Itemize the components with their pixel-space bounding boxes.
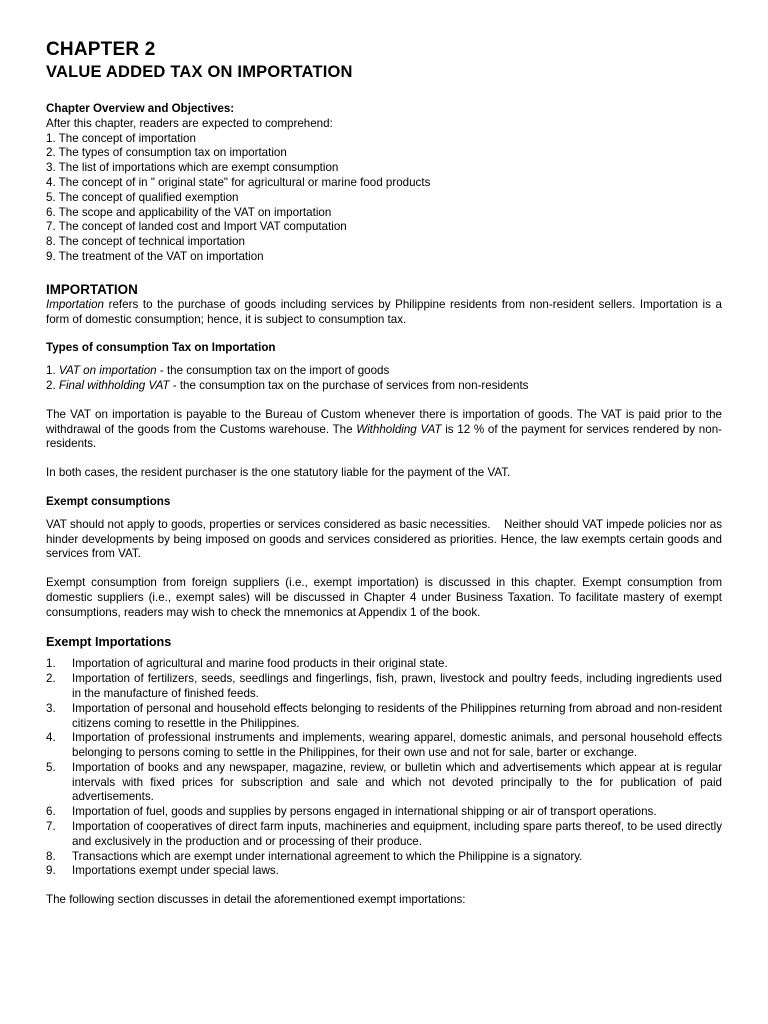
list-item-number: 6.	[46, 805, 56, 819]
type-item-desc: - the consumption tax on the import of goods	[156, 364, 390, 378]
objective-item: 5. The concept of qualified exemption	[46, 190, 239, 204]
chapter-title: VALUE ADDED TAX ON IMPORTATION	[46, 63, 353, 81]
list-item-text: Transactions which are exempt under international agreement to which the Philippine is a signatory.	[72, 849, 583, 863]
list-item-text: Importation of professional instruments and implements, wearing apparel, domestic animals, and personal household effects belonging to persons coming to settle in the Philippines, for their own use and not for sale, barter or exchange.	[72, 731, 722, 760]
objective-item: 3. The list of importations which are exempt consumption	[46, 161, 339, 175]
importation-term: Importation	[46, 297, 104, 311]
paragraph-text: The VAT on importation is payable to the Bureau of Custom whenever there is importation of goods. The VAT is paid prior to the withdrawal of the goods from the Customs warehouse. The	[46, 407, 722, 436]
importation-definition-text: refers to the purchase of goods including services by Philippine residents from non-resident sellers. Importation is a form of domestic consumption; hence, it is subject to consumption tax.	[46, 297, 722, 326]
list-item-text: Importation of personal and household effects belonging to residents of the Philippines returning from abroad and non-resident citizens coming to resettle in the Philippines.	[72, 701, 722, 730]
list-item	[46, 850, 722, 865]
list-item	[46, 761, 722, 805]
list-item-number: 7.	[46, 820, 56, 834]
list-item-text: Importation of books and any newspaper, magazine, review, or bulletin which and advertisements which appear at is regular intervals with fixed prices for subscription and sale and which not devoted principally to the for publication of paid advertisements.	[72, 760, 722, 804]
exempt-importations-section	[46, 635, 722, 909]
type-item-desc: - the consumption tax on the purchase of services from non-residents	[169, 378, 529, 392]
overview-intro: After this chapter, readers are expected to comprehend:	[46, 116, 333, 130]
list-item-number: 4.	[46, 731, 56, 745]
vat-importation-paragraph	[46, 408, 722, 452]
overview-heading: Chapter Overview and Objectives:	[46, 102, 235, 115]
list-item	[46, 702, 722, 732]
overview-section	[46, 102, 722, 265]
list-item	[46, 657, 722, 672]
statutory-paragraph: In both cases, the resident purchaser is the one statutory liable for the payment of the VAT.	[46, 466, 511, 480]
objective-item: 9. The treatment of the VAT on importation	[46, 249, 264, 263]
list-item	[46, 672, 722, 702]
objective-item: 6. The scope and applicability of the VAT on importation	[46, 205, 332, 219]
list-item-text: Importation of fuel, goods and supplies by persons engaged in international shipping or air of transport operations.	[72, 805, 657, 819]
type-item-number: 2.	[46, 378, 59, 392]
exempt-consumptions-heading: Exempt consumptions	[46, 494, 171, 508]
list-item-text: Importation of cooperatives of direct farm inputs, machineries and equipment, including spare parts thereof, to be used directly and exclusively in the production and or processing of their produce.	[72, 820, 722, 848]
importation-definition	[46, 298, 722, 328]
types-heading: Types of consumption Tax on Importation	[46, 341, 276, 355]
importation-section	[46, 282, 722, 328]
type-item-term: VAT on importation	[58, 364, 157, 378]
objective-item: 7. The concept of landed cost and Import VAT computation	[46, 220, 347, 234]
objective-item: 2. The types of consumption tax on importation	[46, 146, 287, 160]
importation-heading: IMPORTATION	[46, 281, 138, 297]
withholding-vat-term: Withholding VAT	[356, 422, 442, 436]
exempt-consumptions-section	[46, 494, 726, 621]
closing-sentence: The following section discusses in detail the aforementioned exempt importations:	[46, 893, 466, 907]
exempt-consumptions-paragraph-2: Exempt consumption from foreign suppliers (i.e., exempt importation) is discussed in this chapter. Exempt consumption from domestic suppliers (i.e., exempt sales) will be discussed in Chapter 4 under Business Taxation. To facilitate mastery of exempt consumptions, readers may wish to check the mnemonics at Appendix 1 of the book.	[46, 576, 722, 619]
list-item-number: 5.	[46, 760, 56, 774]
list-item	[46, 864, 722, 879]
objective-item: 4. The concept of in " original state" for agricultural or marine food products	[46, 175, 431, 189]
types-section	[46, 341, 722, 481]
chapter-number: CHAPTER 2	[46, 39, 156, 60]
type-item-number: 1.	[46, 364, 59, 378]
exempt-importations-list	[46, 657, 722, 879]
type-item	[46, 379, 722, 394]
list-item-number: 3.	[46, 701, 56, 715]
list-item	[46, 731, 722, 761]
objectives-list	[46, 132, 722, 265]
exempt-consumptions-paragraph-1: VAT should not apply to goods, properties or services considered as basic necessities. Neither should VAT impede policies nor as hinder developments by being imposed on goods and services considered as priorities. Hence, the law exempts certain goods and services from VAT.	[46, 517, 726, 561]
type-item-term: Final withholding VAT	[58, 378, 170, 392]
objective-item: 8. The concept of technical importation	[46, 235, 245, 249]
list-item-text: Importation of fertilizers, seeds, seedlings and fingerlings, fish, prawn, livestock and poultry feeds, including ingredients used in the manufacture of finished feeds.	[72, 672, 722, 700]
list-item-number: 1.	[46, 657, 56, 671]
list-item	[46, 820, 722, 850]
list-item-text: Importation of agricultural and marine food products in their original state.	[72, 657, 448, 671]
types-list	[46, 364, 722, 394]
objective-item: 1. The concept of importation	[46, 131, 196, 145]
paragraph-text: is 12 % of the payment for services rendered by non-residents.	[46, 422, 723, 451]
list-item-number: 8.	[46, 849, 56, 863]
list-item-number: 2.	[46, 672, 56, 686]
list-item-text: Importations exempt under special laws.	[72, 864, 279, 878]
type-item	[46, 364, 722, 379]
list-item	[46, 805, 722, 820]
exempt-importations-heading: Exempt Importations	[46, 634, 172, 649]
list-item-number: 9.	[46, 864, 56, 878]
